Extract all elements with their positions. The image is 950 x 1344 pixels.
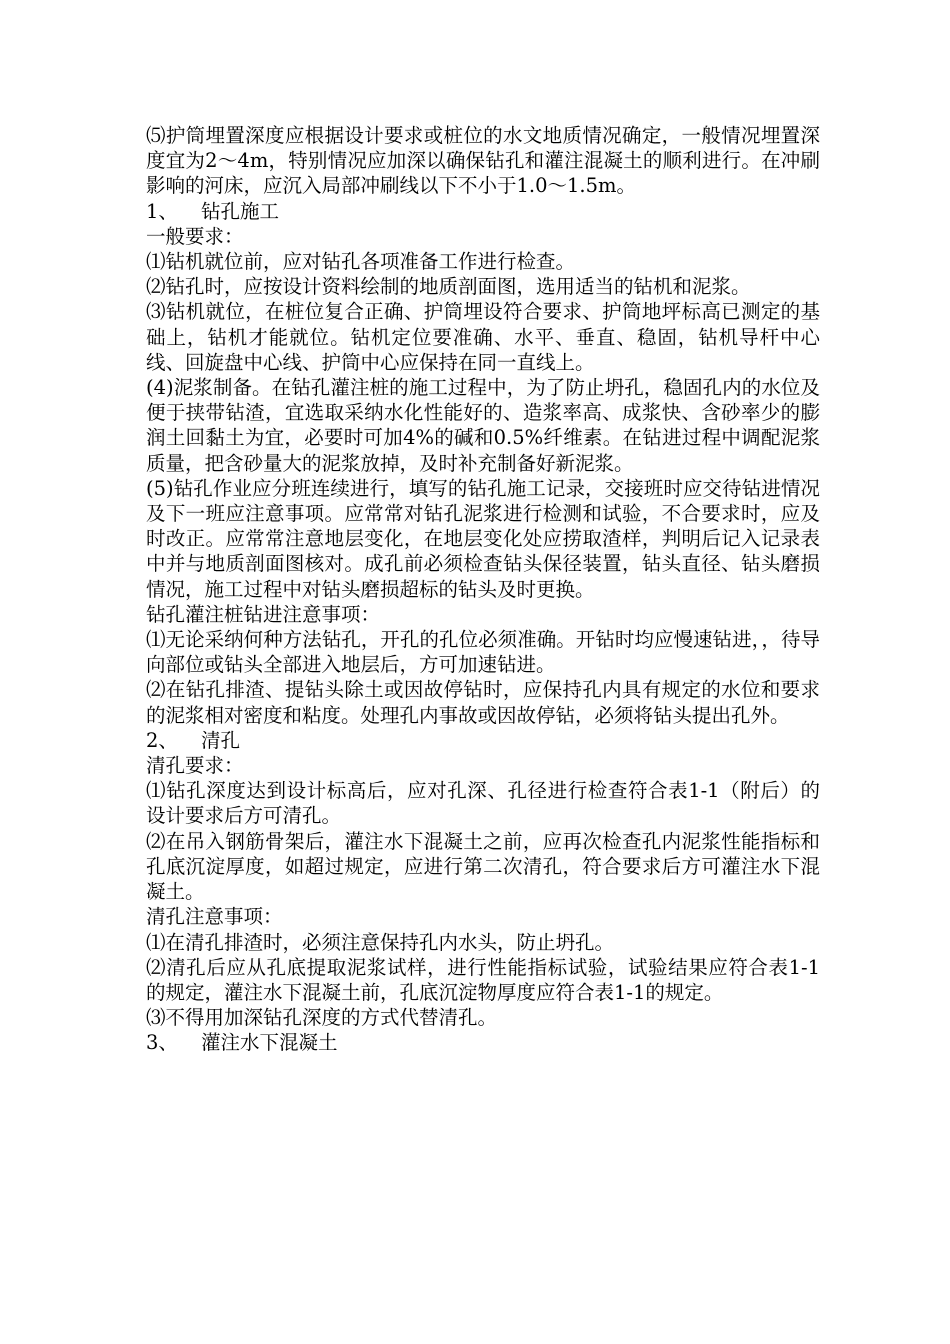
list-item: ⑴钻孔深度达到设计标高后，应对孔深、孔径进行检查符合表1-1（附后）的设计要求后方可清孔。	[146, 779, 820, 828]
list-item: ⑵钻孔时，应按设计资料绘制的地质剖面图，选用适当的钻机和泥浆。	[146, 275, 751, 299]
section-number: 2、	[146, 728, 178, 752]
section-number: 1、	[146, 199, 178, 223]
list-item: ⑶不得用加深钻孔深度的方式代替清孔。	[146, 1006, 498, 1030]
subheading-cleaning-requirements: 清孔要求：	[146, 754, 244, 778]
subheading-cleaning-notes: 清孔注意事项：	[146, 905, 283, 929]
list-item: ⑵在钻孔排渣、提钻头除土或因故停钻时，应保持孔内具有规定的水位和要求的泥浆相对密度和粘度。处理孔内事故或因故停钻，必须将钻头提出孔外。	[146, 678, 820, 727]
section-heading-hole-cleaning	[146, 728, 820, 753]
list-item: (5)钻孔作业应分班连续进行，填写的钻孔施工记录，交接班时应交待钻进情况及下一班应注意事项。应常常对钻孔泥浆进行检测和试验，不合要求时，应及时改正。应常常注意地层变化，在地层变化处应捞取渣样，判明后记入记录表中并与地质剖面图核对。成孔前必须检查钻头保径装置，钻头直径、钻头磨损情况，施工过程中对钻头磨损超标的钻头及时更换。	[146, 476, 820, 601]
section-number: 3、	[146, 1031, 178, 1055]
section-title: 灌注水下混凝土	[201, 1031, 338, 1055]
section-title: 清孔	[201, 728, 241, 752]
list-item: ⑵清孔后应从孔底提取泥浆试样，进行性能指标试验，试验结果应符合表1-1的规定，灌注水下混凝土前，孔底沉淀物厚度应符合表1-1的规定。	[146, 955, 820, 1004]
list-item: ⑴钻机就位前，应对钻孔各项准备工作进行检查。	[146, 250, 576, 274]
document-body	[146, 123, 820, 1056]
section-title: 钻孔施工	[201, 199, 280, 223]
list-item: ⑵在吊入钢筋骨架后，灌注水下混凝土之前，应再次检查孔内泥浆性能指标和孔底沉淀厚度，如超过规定，应进行第二次清孔，符合要求后方可灌注水下混凝土。	[146, 829, 820, 904]
list-item: (4)泥浆制备。在钻孔灌注桩的施工过程中，为了防止坍孔，稳固孔内的水位及便于挟带钻渣，宜选取采纳水化性能好的、造浆率高、成浆快、含砂率少的膨润土回黏土为宜，必要时可加4%的碱和0.5%纤维素。在钻进过程中调配泥浆质量，把含砂量大的泥浆放掉，及时补充制备好新泥浆。	[146, 376, 820, 475]
list-item: ⑴无论采纳何种方法钻孔，开孔的孔位必须准确。开钻时均应慢速钻进，，待导向部位或钻头全部进入地层后，方可加速钻进。	[146, 628, 820, 677]
list-item: ⑶钻机就位，在桩位复合正确、护筒埋设符合要求、护筒地坪标高已测定的基础上，钻机才能就位。钻机定位要准确、水平、垂直、稳固，钻机导杆中心线、回旋盘中心线、护筒中心应保持在同一直线上。	[146, 300, 820, 374]
section-heading-drilling	[146, 199, 820, 224]
subheading-general-requirements: 一般要求：	[146, 224, 244, 248]
section-heading-concrete-pouring	[146, 1030, 820, 1055]
subheading-drilling-notes: 钻孔灌注桩钻进注意事项：	[146, 602, 381, 626]
paragraph-casing-depth: ⑸护筒埋置深度应根据设计要求或桩位的水文地质情况确定，一般情况埋置深度宜为2～4m，特别情况应加深以确保钻孔和灌注混凝土的顺利进行。在冲刷影响的河床，应沉入局部冲刷线以下不小于1.0～1.5m。	[146, 124, 820, 198]
list-item: ⑴在清孔排渣时，必须注意保持孔内水头，防止坍孔。	[146, 930, 615, 954]
